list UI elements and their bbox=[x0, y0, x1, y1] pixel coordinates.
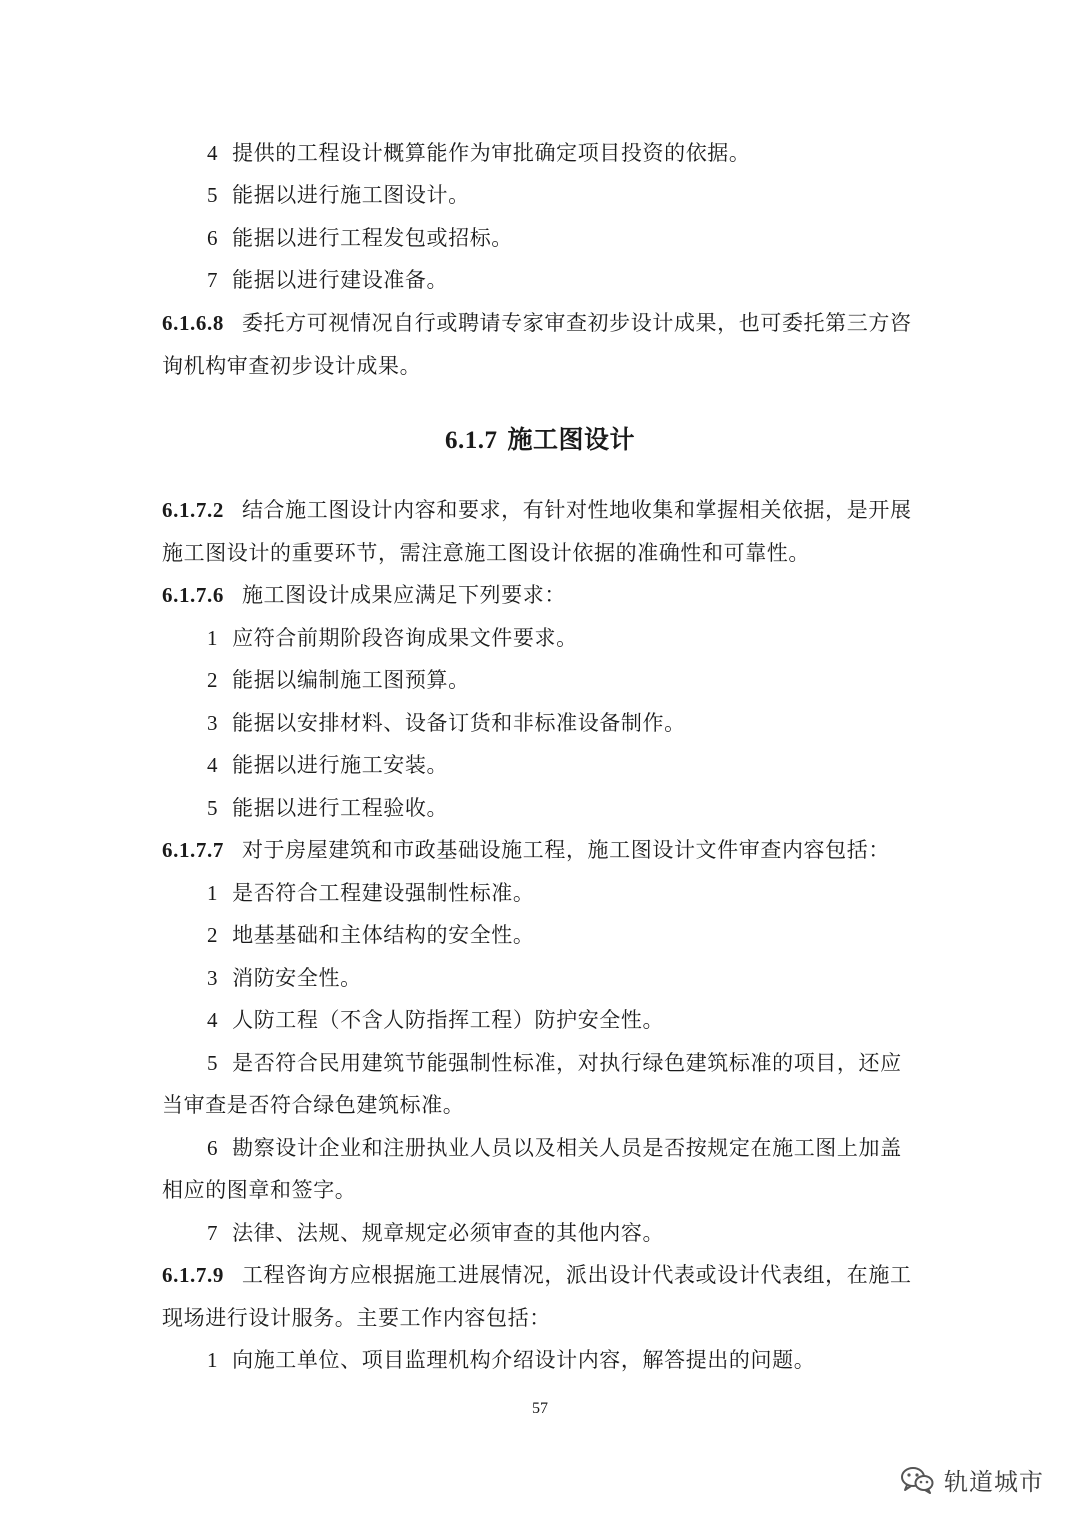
list-item bbox=[207, 709, 686, 737]
item-text: 法律、法规、规章规定必须审查的其他内容。 bbox=[232, 1221, 665, 1245]
item-number: 3 bbox=[207, 966, 219, 990]
item-number: 1 bbox=[207, 626, 219, 650]
item-text: 提供的工程设计概算能作为审批确定项目投资的依据。 bbox=[232, 141, 751, 165]
list-item bbox=[207, 266, 448, 294]
section-title: 施工图设计 bbox=[507, 425, 635, 454]
item-text: 能据以进行工程验收。 bbox=[232, 796, 449, 820]
paragraph-continuation bbox=[162, 352, 421, 380]
clause-paragraph bbox=[162, 309, 912, 337]
wechat-icon bbox=[900, 1466, 934, 1494]
clause-text: 工程咨询方应根据施工进展情况，派出设计代表或设计代表组，在施工 bbox=[241, 1263, 912, 1287]
clause-paragraph bbox=[162, 836, 890, 864]
clause-number: 6.1.7.9 bbox=[162, 1263, 224, 1287]
item-number: 7 bbox=[207, 268, 219, 292]
paragraph-continuation bbox=[162, 1091, 464, 1119]
continuation-text: 询机构审查初步设计成果。 bbox=[162, 354, 422, 378]
page-number: 57 bbox=[532, 1400, 548, 1417]
item-number: 1 bbox=[207, 1348, 219, 1372]
item-text: 向施工单位、项目监理机构介绍设计内容，解答提出的问题。 bbox=[232, 1348, 816, 1372]
paragraph-continuation bbox=[162, 1176, 356, 1204]
list-item bbox=[207, 964, 362, 992]
item-text: 能据以进行工程发包或招标。 bbox=[232, 226, 513, 250]
item-number: 4 bbox=[207, 1008, 219, 1032]
item-number: 3 bbox=[207, 711, 219, 735]
item-text: 应符合前期阶段咨询成果文件要求。 bbox=[232, 626, 578, 650]
item-text: 消防安全性。 bbox=[232, 966, 362, 990]
item-number: 5 bbox=[207, 183, 219, 207]
clause-number: 6.1.6.8 bbox=[162, 311, 224, 335]
paragraph-continuation bbox=[162, 539, 810, 567]
list-item bbox=[207, 224, 513, 252]
item-number: 2 bbox=[207, 923, 219, 947]
section-number: 6.1.7 bbox=[444, 427, 498, 454]
clause-number: 6.1.7.2 bbox=[162, 498, 224, 522]
list-item bbox=[207, 1134, 902, 1162]
item-text: 是否符合民用建筑节能强制性标准，对执行绿色建筑标准的项目，还应 bbox=[232, 1051, 902, 1075]
continuation-text: 施工图设计的重要环节，需注意施工图设计依据的准确性和可靠性。 bbox=[162, 541, 810, 565]
list-item bbox=[207, 879, 535, 907]
item-text: 能据以安排材料、设备订货和非标准设备制作。 bbox=[232, 711, 686, 735]
item-number: 5 bbox=[207, 1051, 219, 1075]
item-number: 4 bbox=[207, 753, 219, 777]
paragraph-continuation bbox=[162, 1304, 551, 1332]
clause-paragraph bbox=[162, 496, 912, 524]
clause-text: 委托方可视情况自行或聘请专家审查初步设计成果，也可委托第三方咨 bbox=[241, 311, 912, 335]
item-number: 2 bbox=[207, 668, 219, 692]
list-item bbox=[207, 921, 535, 949]
item-number: 6 bbox=[207, 1136, 219, 1160]
item-text: 是否符合工程建设强制性标准。 bbox=[232, 881, 535, 905]
clause-number: 6.1.7.7 bbox=[162, 838, 224, 862]
list-item bbox=[207, 139, 751, 167]
watermark bbox=[900, 1462, 1044, 1497]
clause-text: 对于房屋建筑和市政基础设施工程，施工图设计文件审查内容包括： bbox=[241, 838, 890, 862]
list-item bbox=[207, 1346, 815, 1374]
list-item bbox=[207, 1219, 664, 1247]
item-number: 5 bbox=[207, 796, 219, 820]
list-item bbox=[207, 624, 578, 652]
watermark-text: 轨道城市 bbox=[944, 1468, 1044, 1496]
item-text: 人防工程（不含人防指挥工程）防护安全性。 bbox=[232, 1008, 665, 1032]
item-text: 地基基础和主体结构的安全性。 bbox=[232, 923, 535, 947]
clause-text: 结合施工图设计内容和要求，有针对性地收集和掌握相关依据，是开展 bbox=[241, 498, 912, 522]
item-text: 能据以进行建设准备。 bbox=[232, 268, 449, 292]
clause-paragraph bbox=[162, 581, 566, 609]
item-text: 勘察设计企业和注册执业人员以及相关人员是否按规定在施工图上加盖 bbox=[232, 1136, 902, 1160]
list-item bbox=[207, 181, 470, 209]
item-text: 能据以编制施工图预算。 bbox=[232, 668, 470, 692]
item-number: 1 bbox=[207, 881, 219, 905]
item-number: 7 bbox=[207, 1221, 219, 1245]
list-item bbox=[207, 794, 448, 822]
list-item bbox=[207, 666, 470, 694]
item-number: 6 bbox=[207, 226, 219, 250]
list-item bbox=[207, 1049, 902, 1077]
list-item bbox=[207, 1006, 664, 1034]
clause-text: 施工图设计成果应满足下列要求： bbox=[241, 583, 566, 607]
continuation-text: 现场进行设计服务。主要工作内容包括： bbox=[162, 1306, 551, 1330]
item-text: 能据以进行施工安装。 bbox=[232, 753, 449, 777]
clause-paragraph bbox=[162, 1261, 912, 1289]
continuation-text: 当审查是否符合绿色建筑标准。 bbox=[162, 1093, 465, 1117]
continuation-text: 相应的图章和签字。 bbox=[162, 1178, 357, 1202]
list-item bbox=[207, 751, 448, 779]
section-heading bbox=[0, 424, 1080, 457]
clause-number: 6.1.7.6 bbox=[162, 583, 224, 607]
item-text: 能据以进行施工图设计。 bbox=[232, 183, 470, 207]
item-number: 4 bbox=[207, 141, 219, 165]
